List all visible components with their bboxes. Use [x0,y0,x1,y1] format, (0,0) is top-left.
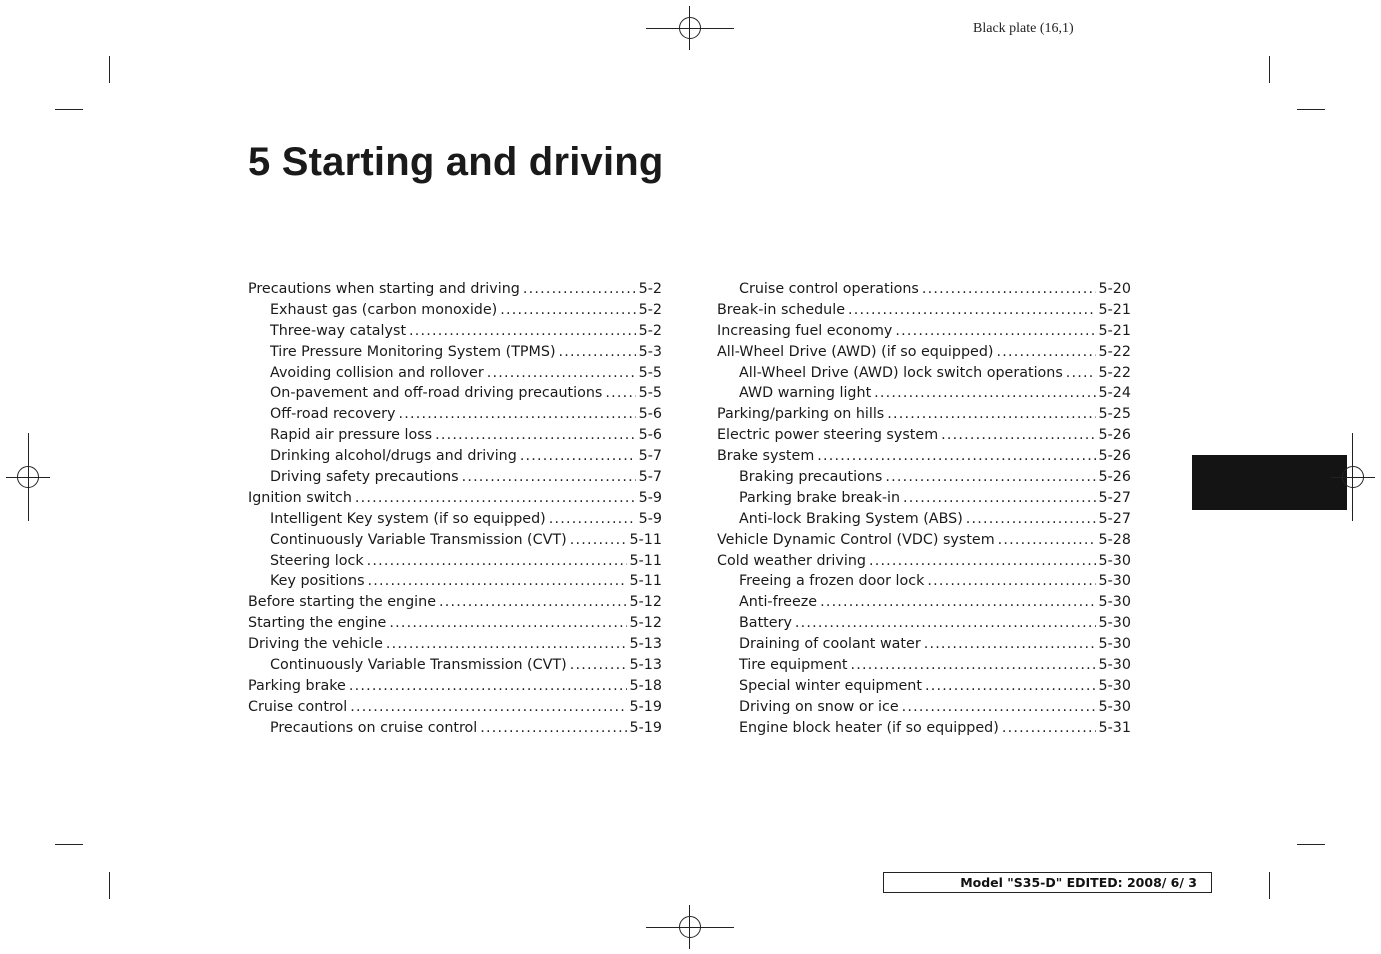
toc-dot-leader [851,655,1096,676]
toc-entry-title: Special winter equipment [739,677,922,694]
toc-entry[interactable] [717,467,1131,488]
toc-dot-leader [1066,363,1096,384]
toc-dot-leader [848,300,1096,321]
toc-entry-title: Exhaust gas (carbon monoxide) [270,301,498,318]
toc-dot-leader [549,509,636,530]
toc-dot-leader [1002,718,1096,739]
toc-entry-page: 5-6 [638,406,662,423]
toc-dot-leader [500,300,635,321]
toc-dot-leader [559,342,636,363]
toc-entry-page: 5-12 [629,594,662,611]
toc-entry-title: Continuously Variable Transmission (CVT) [270,531,567,548]
toc-entry-page: 5-27 [1098,510,1131,527]
toc-entry[interactable] [717,300,1131,321]
toc-entry-title: Steering lock [270,552,364,569]
toc-entry-title: Intelligent Key system (if so equipped) [270,510,546,527]
toc-entry-title: Freeing a frozen door lock [739,573,925,590]
toc-dot-leader [409,321,636,342]
toc-entry[interactable] [717,363,1131,384]
crop-mark [1269,56,1270,83]
toc-entry-title: Engine block heater (if so equipped) [739,719,999,736]
toc-entry[interactable] [717,446,1131,467]
toc-entry[interactable] [717,279,1131,300]
plate-label: Black plate (16,1) [973,21,1074,36]
toc-entry-page: 5-30 [1098,615,1131,632]
toc-entry-page: 5-5 [638,385,662,402]
toc-entry-title: Key positions [270,573,365,590]
toc-entry-title: Anti-lock Braking System (ABS) [739,510,963,527]
toc-entry-page: 5-31 [1098,719,1131,736]
toc-entry[interactable] [717,383,1131,404]
toc-entry[interactable] [248,488,662,509]
toc-entry-page: 5-26 [1098,427,1131,444]
toc-entry[interactable] [248,404,662,425]
toc-dot-leader [368,571,627,592]
toc-entry[interactable] [717,634,1131,655]
toc-entry-title: All-Wheel Drive (AWD) (if so equipped) [717,343,994,360]
toc-dot-leader [605,383,635,404]
toc-entry-title: Avoiding collision and rollover [270,364,484,381]
toc-dot-leader [349,676,627,697]
toc-entry-page: 5-30 [1098,636,1131,653]
toc-entry-title: Parking brake break-in [739,489,901,506]
toc-entry[interactable] [248,571,662,592]
toc-entry-page: 5-19 [629,719,662,736]
toc-entry-title: Parking brake [248,677,346,694]
toc-entry-page: 5-11 [629,531,662,548]
toc-entry[interactable] [717,530,1131,551]
toc-entry-title: AWD warning light [739,385,872,402]
toc-dot-leader [795,613,1096,634]
toc-entry-title: All-Wheel Drive (AWD) lock switch operations [739,364,1063,381]
toc-entry[interactable] [717,425,1131,446]
toc-entry[interactable] [248,592,662,613]
toc-entry[interactable] [717,404,1131,425]
toc-entry-page: 5-9 [638,489,662,506]
toc-entry-page: 5-6 [638,427,662,444]
toc-dot-leader [399,404,636,425]
toc-entry-title: Anti-freeze [739,594,818,611]
toc-entry-page: 5-7 [638,448,662,465]
toc-entry-title: Vehicle Dynamic Control (VDC) system [717,531,995,548]
crop-mark [1297,109,1325,110]
toc-entry-title: Off-road recovery [270,406,396,423]
toc-left-column [248,279,662,739]
toc-dot-leader [869,551,1096,572]
toc-entry-title: Precautions when starting and driving [248,281,520,297]
toc-dot-leader [998,530,1096,551]
toc-entry[interactable] [717,697,1131,718]
toc-entry[interactable] [248,509,662,530]
toc-entry-title: Cold weather driving [717,552,866,569]
toc-entry-title: Starting the engine [248,615,387,632]
toc-entry[interactable] [248,697,662,718]
toc-entry[interactable] [717,613,1131,634]
toc-dot-leader [355,488,636,509]
toc-entry[interactable] [717,551,1131,572]
toc-entry-title: Cruise control [248,698,348,715]
toc-entry-title: Increasing fuel economy [717,322,893,339]
toc-entry[interactable] [248,300,662,321]
toc-entry-title: Drinking alcohol/drugs and driving [270,448,517,465]
toc-dot-leader [887,404,1095,425]
toc-entry-page: 5-30 [1098,573,1131,590]
toc-entry[interactable] [248,718,662,739]
toc-entry-page: 5-22 [1098,343,1131,360]
toc-dot-leader [439,592,627,613]
toc-entry[interactable] [248,613,662,634]
toc-entry[interactable] [717,571,1131,592]
toc-dot-leader [941,425,1095,446]
crop-mark [55,844,83,845]
toc-entry[interactable] [717,676,1131,697]
toc-entry[interactable] [248,342,662,363]
toc-dot-leader [966,509,1096,530]
toc-entry[interactable] [248,383,662,404]
toc-dot-leader [903,488,1096,509]
toc-right-column [717,279,1131,739]
toc-entry[interactable] [717,342,1131,363]
toc-entry-title: Electric power steering system [717,427,939,444]
toc-dot-leader [367,551,627,572]
toc-entry-title: Brake system [717,448,815,465]
toc-entry-title: Cruise control operations [739,281,919,297]
toc-dot-leader [924,634,1096,655]
toc-entry[interactable] [248,676,662,697]
toc-entry[interactable] [248,321,662,342]
toc-entry-page: 5-9 [638,510,662,527]
toc-dot-leader [820,592,1095,613]
toc-entry[interactable] [717,655,1131,676]
toc-entry-page: 5-2 [638,301,662,318]
toc-dot-leader [386,634,627,655]
toc-entry-title: Driving safety precautions [270,469,459,486]
toc-entry-page: 5-13 [629,636,662,653]
toc-entry-page: 5-21 [1098,322,1131,339]
toc-dot-leader [817,446,1095,467]
toc-entry-page: 5-24 [1098,385,1131,402]
toc-entry-page: 5-26 [1098,469,1131,486]
chapter-tab-marker [1192,455,1347,510]
toc-entry-page: 5-11 [629,573,662,590]
toc-entry-page: 5-30 [1098,657,1131,674]
crop-mark [1297,844,1325,845]
toc-entry-page: 5-12 [629,615,662,632]
toc-dot-leader [435,425,636,446]
toc-entry-title: Battery [739,615,792,632]
toc-dot-leader [927,571,1095,592]
toc-entry-page: 5-21 [1098,301,1131,318]
toc-entry-page: 5-27 [1098,489,1131,506]
toc-entry[interactable] [248,425,662,446]
toc-entry-title: On-pavement and off-road driving precautions [270,385,603,402]
toc-dot-leader [902,697,1096,718]
model-edit-stamp: Model "S35-D" EDITED: 2008/ 6/ 3 [883,872,1212,893]
toc-dot-leader [895,321,1095,342]
toc-entry-title: Braking precautions [739,469,883,486]
toc-dot-leader [487,363,636,384]
toc-entry[interactable] [248,530,662,551]
toc-entry-page: 5-13 [629,657,662,674]
toc-dot-leader [350,697,626,718]
toc-entry-page: 5-30 [1098,594,1131,611]
toc-dot-leader [389,613,626,634]
toc-dot-leader [925,676,1096,697]
toc-entry-page: 5-28 [1098,531,1131,548]
crop-mark [55,109,83,110]
toc-entry-title: Three-way catalyst [270,322,407,339]
crop-mark [109,872,110,899]
crop-mark [109,56,110,83]
toc-entry[interactable] [248,363,662,384]
toc-entry-page: 5-11 [629,552,662,569]
toc-entry-title: Ignition switch [248,489,352,506]
toc-entry-title: Before starting the engine [248,594,437,611]
toc-entry-page: 5-7 [638,469,662,486]
chapter-title: 5 Starting and driving [248,140,664,184]
toc-entry-page: 5-2 [638,281,662,297]
toc-dot-leader [570,530,627,551]
toc-dot-leader [570,655,627,676]
toc-entry-page: 5-25 [1098,406,1131,423]
toc-dot-leader [480,718,626,739]
toc-entry-title: Continuously Variable Transmission (CVT) [270,657,567,674]
toc-entry-page: 5-26 [1098,448,1131,465]
toc-entry-title: Draining of coolant water [739,636,921,653]
toc-entry[interactable] [248,634,662,655]
toc-dot-leader [997,342,1096,363]
toc-entry-title: Break-in schedule [717,301,846,318]
toc-entry-page: 5-30 [1098,677,1131,694]
toc-dot-leader [885,467,1095,488]
toc-entry-page: 5-30 [1098,552,1131,569]
toc-entry-page: 5-20 [1098,281,1131,297]
toc-entry[interactable] [717,321,1131,342]
toc-entry-title: Rapid air pressure loss [270,427,433,444]
toc-entry[interactable] [248,279,662,300]
toc-entry-page: 5-5 [638,364,662,381]
toc-entry[interactable] [717,592,1131,613]
toc-entry-page: 5-30 [1098,698,1131,715]
toc-dot-leader [874,383,1095,404]
toc-entry-page: 5-3 [638,343,662,360]
toc-dot-leader [523,279,636,300]
toc-entry[interactable] [717,718,1131,739]
toc-entry-page: 5-2 [638,322,662,339]
toc-entry[interactable] [248,551,662,572]
toc-entry-title: Tire Pressure Monitoring System (TPMS) [270,343,556,360]
toc-entry[interactable] [717,488,1131,509]
toc-entry-title: Driving the vehicle [248,636,383,653]
crop-mark [1269,872,1270,899]
toc-dot-leader [462,467,636,488]
toc-entry[interactable] [717,509,1131,530]
toc-entry-page: 5-22 [1098,364,1131,381]
toc-entry-title: Tire equipment [739,657,848,674]
toc-entry-title: Parking/parking on hills [717,406,885,423]
toc-dot-leader [520,446,636,467]
toc-dot-leader [922,279,1096,300]
toc-entry[interactable] [248,446,662,467]
toc-entry[interactable] [248,467,662,488]
toc-entry-title: Precautions on cruise control [270,719,478,736]
toc-entry[interactable] [248,655,662,676]
toc-entry-page: 5-18 [629,677,662,694]
toc-entry-page: 5-19 [629,698,662,715]
toc-entry-title: Driving on snow or ice [739,698,899,715]
